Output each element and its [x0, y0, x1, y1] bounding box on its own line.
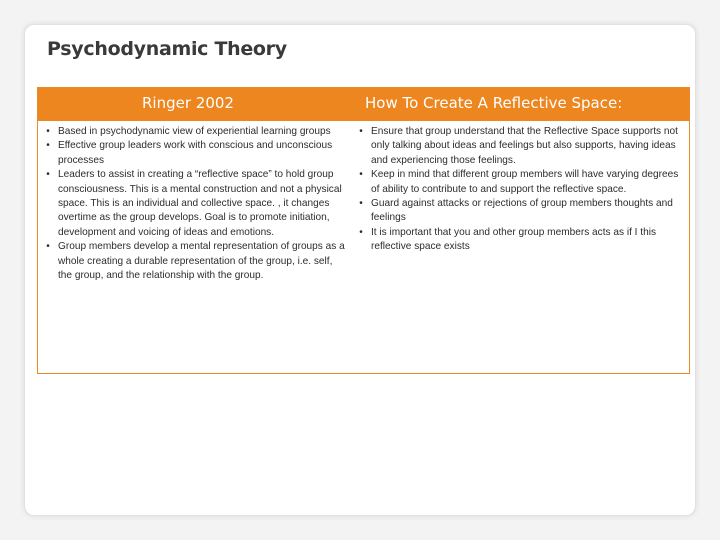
bullet-icon: •	[46, 241, 50, 253]
column-ringer	[42, 125, 348, 283]
list-item	[355, 168, 685, 197]
column-header-reflective-space: How To Create A Reflective Space:	[365, 94, 623, 112]
bullet-text: Leaders to assist in creating a “reflective space” to hold group consciousness. This is a mental construction and not a physical space. This is an individual and collective space. , it changes overtime as the group develops. Goal is to promote initiation, development and voicing of ideas and emotions.	[58, 169, 342, 238]
list-item	[42, 168, 348, 240]
bullet-text: It is important that you and other group members acts as if I this reflective space exists	[371, 226, 657, 253]
list-item	[42, 240, 348, 283]
bullet-text: Ensure that group understand that the Reflective Space supports not only talking about ideas and feelings but also supports, having ideas and experiencing those feelings.	[371, 126, 678, 166]
bullet-text: Group members develop a mental representation of groups as a whole creating a durable representation of the group, i.e. self, the group, and the relationship with the group.	[58, 241, 345, 282]
list-item	[42, 139, 348, 168]
bullet-icon: •	[359, 126, 363, 137]
bullet-icon: •	[46, 126, 50, 137]
bullet-text: Guard against attacks or rejections of group members thoughts and feelings	[371, 198, 673, 224]
bullet-icon: •	[359, 169, 363, 181]
list-item	[355, 197, 685, 226]
bullet-text: Based in psychodynamic view of experiential learning groups	[58, 126, 331, 137]
table-header-row	[38, 88, 689, 121]
bullet-list-reflective-space	[355, 125, 685, 255]
bullet-icon: •	[46, 169, 50, 181]
content-table	[37, 87, 690, 374]
bullet-list-ringer	[42, 125, 348, 283]
list-item	[355, 125, 685, 168]
bullet-text: Effective group leaders work with conscious and unconscious processes	[58, 140, 333, 166]
bullet-text: Keep in mind that different group members will have varying degrees of ability to contribute to and support the reflective space.	[371, 169, 679, 195]
list-item	[355, 226, 685, 255]
bullet-icon: •	[46, 140, 50, 152]
column-header-ringer: Ringer 2002	[142, 94, 234, 112]
list-item	[42, 125, 348, 139]
column-reflective-space	[355, 125, 685, 255]
bullet-icon: •	[359, 198, 363, 210]
slide-title: Psychodynamic Theory	[47, 38, 287, 60]
bullet-icon: •	[359, 226, 363, 238]
